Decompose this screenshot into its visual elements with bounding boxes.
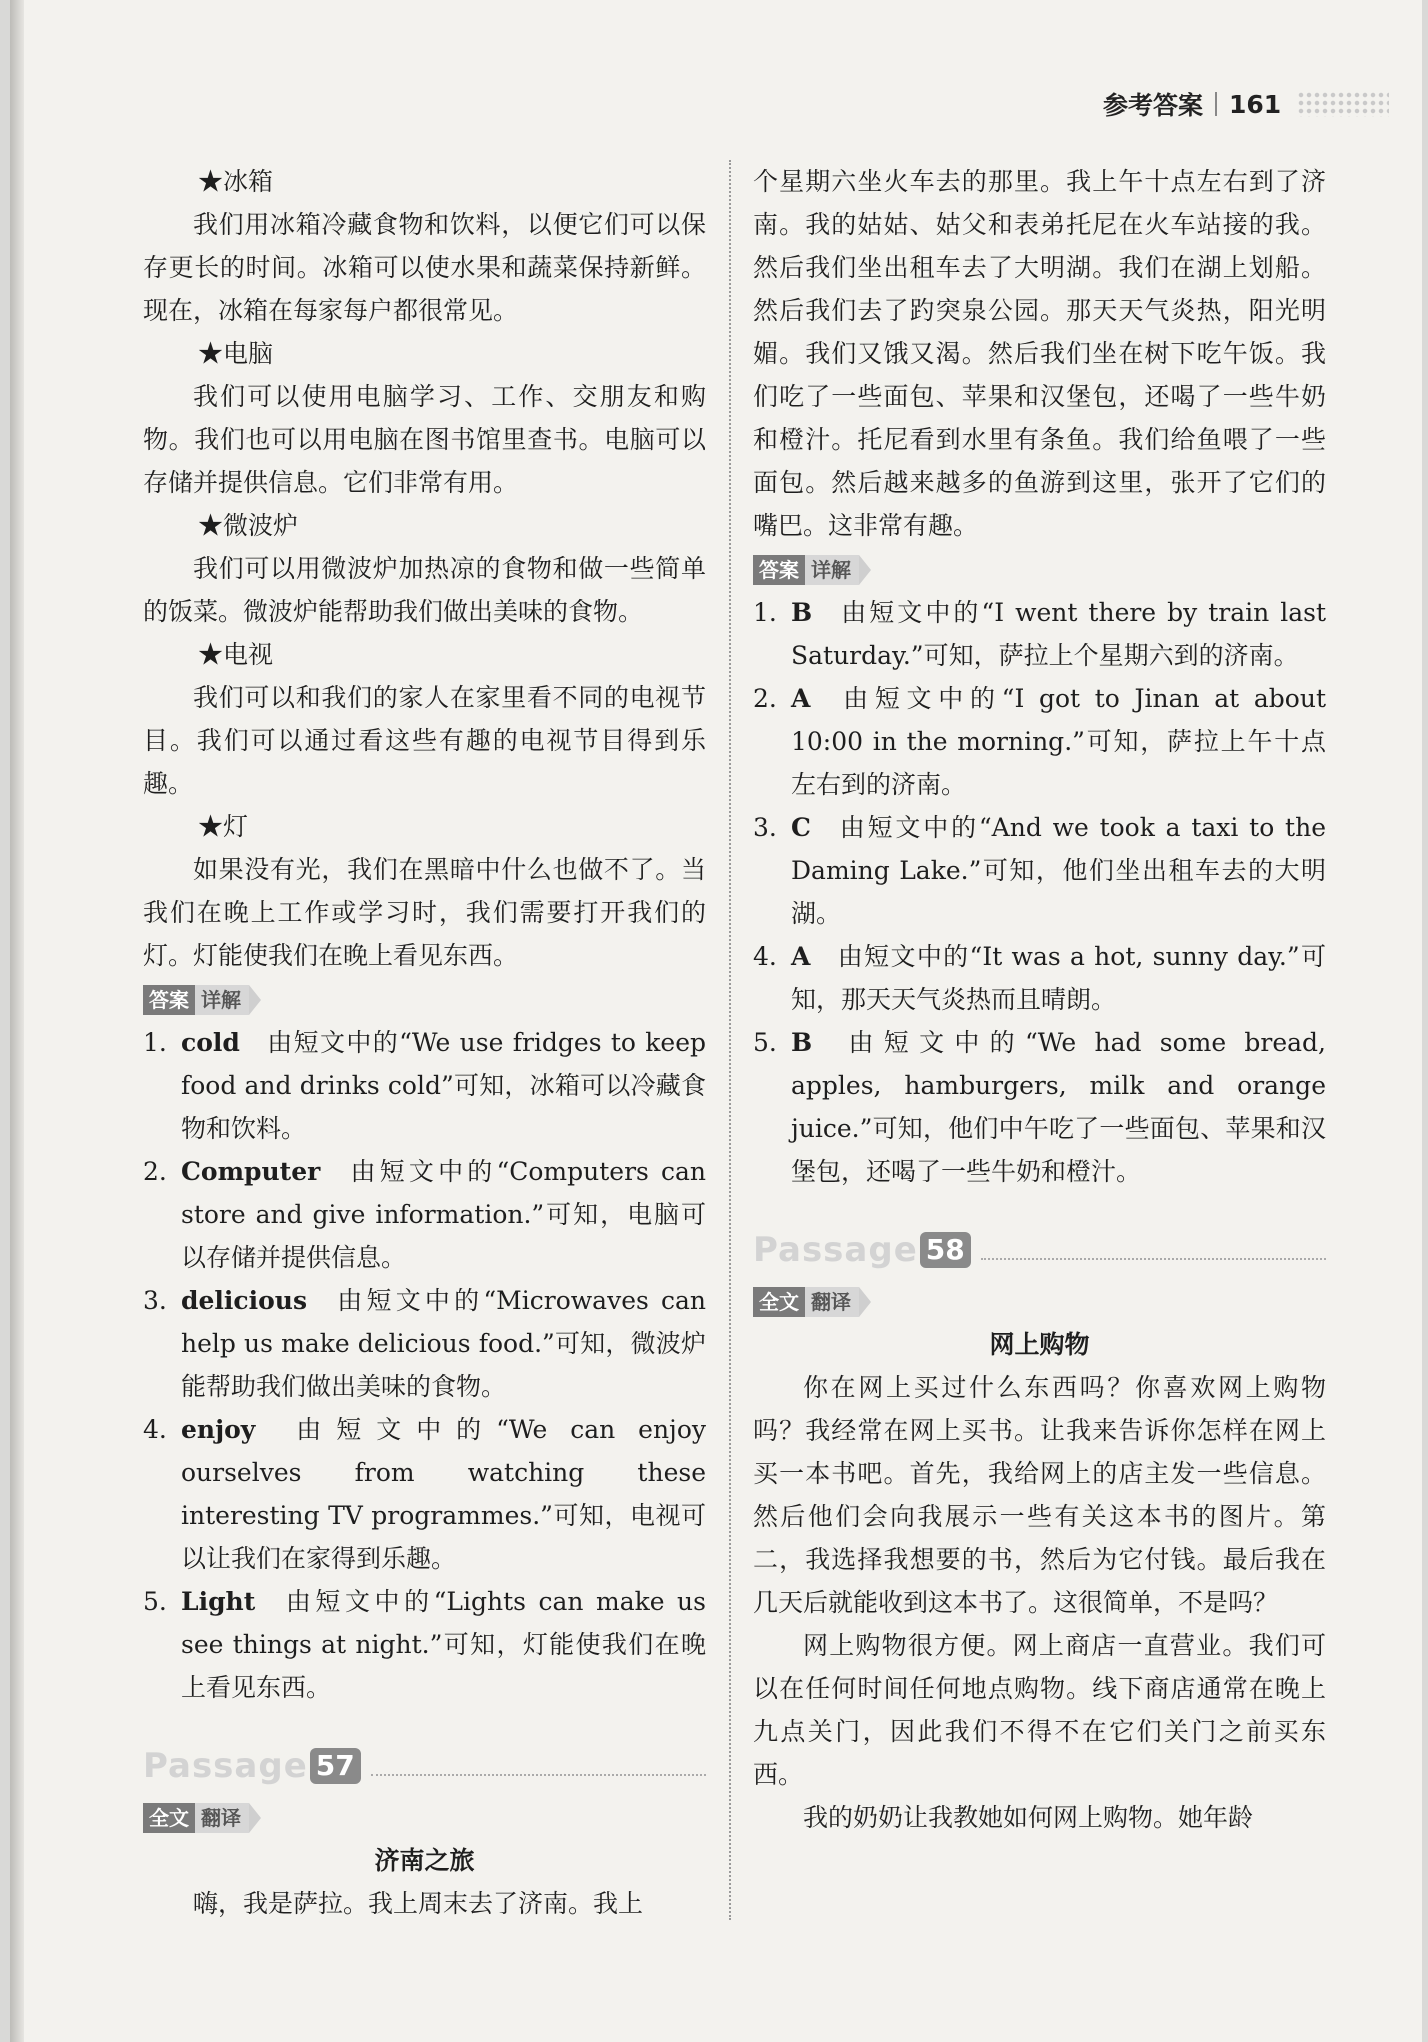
left-column <box>143 160 706 1925</box>
answer-number: 4. <box>143 1415 167 1444</box>
page <box>10 0 1422 2042</box>
tag-full-text: 全文 <box>753 1287 805 1317</box>
answer-key: cold <box>181 1028 240 1057</box>
right-column <box>753 160 1326 1839</box>
tag-full-text: 全文 <box>143 1803 195 1833</box>
answer-number: 1. <box>753 598 777 627</box>
answer-explanation-tag <box>143 985 261 1015</box>
answer-text: 由短文中的“I went there by train last Saturday.”可知，萨拉上个星期六到的济南。 <box>791 598 1326 670</box>
answer-item <box>753 806 1326 935</box>
tag-arrow-icon <box>249 985 261 1015</box>
section-heading: ★冰箱 <box>198 167 274 196</box>
translation-tag <box>753 1287 871 1317</box>
answer-key: C <box>791 813 811 842</box>
answer-key: B <box>791 598 813 627</box>
answer-number: 5. <box>143 1587 167 1616</box>
section-text: 我们用冰箱冷藏食物和饮料，以便它们可以保存更长的时间。冰箱可以使水果和蔬菜保持新鲜。现在，冰箱在每家每户都很常见。 <box>143 210 706 325</box>
answer-text: 由短文中的“We use fridges to keep food and drinks cold”可知，冰箱可以冷藏食物和饮料。 <box>181 1028 706 1143</box>
tag-arrow-icon <box>859 555 871 585</box>
section-heading: ★微波炉 <box>198 511 299 540</box>
answer-text: 由短文中的“Microwaves can help us make delicious food.”可知，微波炉能帮助我们做出美味的食物。 <box>181 1286 706 1401</box>
page-edge <box>10 0 24 2042</box>
answer-number: 4. <box>753 942 777 971</box>
page-header <box>1103 84 1389 124</box>
answer-key: enjoy <box>181 1415 256 1444</box>
passage-number: 58 <box>920 1232 971 1268</box>
answer-number: 1. <box>143 1028 167 1057</box>
story-text: 个星期六坐火车去的那里。我上午十点左右到了济南。我的姑姑、姑父和表弟托尼在火车站接的我。然后我们坐出租车去了大明湖。我们在湖上划船。然后我们去了趵突泉公园。那天天气炎热，阳光明媚。我们又饿又渴。然后我们坐在树下吃午饭。我们吃了一些面包、苹果和汉堡包，还喝了一些牛奶和橙汁。托尼看到水里有条鱼。我们给鱼喂了一些面包。然后越来越多的鱼游到这里，张开了它们的嘴巴。这非常有趣。 <box>753 167 1326 540</box>
translation-title: 网上购物 <box>989 1330 1090 1359</box>
section-text: 我们可以用微波炉加热凉的食物和做一些简单的饭菜。微波炉能帮助我们做出美味的食物。 <box>143 554 706 626</box>
answer-item <box>753 935 1326 1021</box>
answer-key: A <box>791 942 811 971</box>
translation-paragraph: 你在网上买过什么东西吗？你喜欢网上购物吗？我经常在网上买书。让我来告诉你怎样在网上买一本书吧。首先，我给网上的店主发一些信息。然后他们会向我展示一些有关这本书的图片。第二，我选择我想要的书，然后为它付钱。最后我在几天后就能收到这本书了。这很简单，不是吗？ <box>753 1373 1326 1617</box>
tag-explain: 详解 <box>195 985 249 1015</box>
section-text: 如果没有光，我们在黑暗中什么也做不了。当我们在晚上工作或学习时，我们需要打开我们的灯。灯能使我们在晚上看见东西。 <box>143 855 706 970</box>
header-separator <box>1215 92 1217 116</box>
answer-number: 3. <box>143 1286 167 1315</box>
section-heading: ★灯 <box>198 812 249 841</box>
translation-tag <box>143 1803 261 1833</box>
translation-paragraph: 网上购物很方便。网上商店一直营业。我们可以在任何时间任何地点购物。线下商店通常在晚上九点关门，因此我们不得不在它们关门之前买东西。 <box>753 1631 1326 1789</box>
answer-item <box>143 1150 706 1279</box>
passage-label: Passage <box>753 1229 918 1270</box>
tag-explain: 详解 <box>805 555 859 585</box>
answer-number: 2. <box>753 684 777 713</box>
answer-text: 由短文中的“I got to Jinan at about 10:00 in the morning.”可知，萨拉上午十点左右到的济南。 <box>791 684 1326 799</box>
passage-58-header <box>753 1227 1326 1273</box>
section-text: 我们可以和我们的家人在家里看不同的电视节目。我们可以通过看这些有趣的电视节目得到乐趣。 <box>143 683 706 798</box>
column-divider <box>729 160 731 1920</box>
answer-text: 由短文中的“We can enjoy ourselves from watching these interesting TV programmes.”可知，电视可以让我们在家得到乐趣。 <box>181 1415 706 1573</box>
answer-item <box>753 1021 1326 1193</box>
header-label: 参考答案 <box>1103 91 1204 120</box>
answer-item <box>143 1279 706 1408</box>
section-text: 我们可以使用电脑学习、工作、交朋友和购物。我们也可以用电脑在图书馆里查书。电脑可以存储并提供信息。它们非常有用。 <box>143 382 706 497</box>
answer-item <box>143 1580 706 1709</box>
tag-answer: 答案 <box>143 985 195 1015</box>
answer-key: delicious <box>181 1286 308 1315</box>
section-heading: ★电视 <box>198 640 274 669</box>
passage-57-header <box>143 1743 706 1789</box>
passage-rule <box>981 1240 1326 1260</box>
tag-arrow-icon <box>249 1803 261 1833</box>
answer-key: Computer <box>181 1157 321 1186</box>
answer-key: A <box>791 684 811 713</box>
answer-text: 由短文中的“It was a hot, sunny day.”可知，那天天气炎热而且晴朗。 <box>791 942 1326 1014</box>
answer-text: 由短文中的“And we took a taxi to the Daming Lake.”可知，他们坐出租车去的大明湖。 <box>791 813 1326 928</box>
passage-rule <box>371 1756 706 1776</box>
section-heading: ★电脑 <box>198 339 274 368</box>
answer-item <box>753 591 1326 677</box>
answer-number: 3. <box>753 813 777 842</box>
tag-translation: 翻译 <box>195 1803 249 1833</box>
answer-item <box>143 1408 706 1580</box>
tag-answer: 答案 <box>753 555 805 585</box>
tag-arrow-icon <box>859 1287 871 1317</box>
tag-translation: 翻译 <box>805 1287 859 1317</box>
answer-text: 由短文中的“Lights can make us see things at night.”可知，灯能使我们在晚上看见东西。 <box>181 1587 706 1702</box>
answer-text: 由短文中的“We had some bread, apples, hamburgers, milk and orange juice.”可知，他们中午吃了一些面包、苹果和汉堡包，还喝了一些牛奶和橙汁。 <box>791 1028 1326 1186</box>
appliance-section <box>143 504 706 633</box>
page-number: 161 <box>1229 89 1282 119</box>
appliance-section <box>143 633 706 805</box>
answer-number: 5. <box>753 1028 777 1057</box>
answer-item <box>143 1021 706 1150</box>
translation-intro: 嗨，我是萨拉。我上周末去了济南。我上 <box>193 1889 644 1918</box>
translation-title: 济南之旅 <box>374 1846 475 1875</box>
appliance-section <box>143 805 706 977</box>
answer-key: B <box>791 1028 813 1057</box>
answer-number: 2. <box>143 1157 167 1186</box>
header-dot-pattern <box>1297 91 1389 117</box>
appliance-section <box>143 332 706 504</box>
answer-explanation-tag <box>753 555 871 585</box>
appliance-section <box>143 160 706 332</box>
answer-key: Light <box>181 1587 256 1616</box>
passage-label: Passage <box>143 1745 308 1786</box>
answer-item <box>753 677 1326 806</box>
translation-paragraph: 我的奶奶让我教她如何网上购物。她年龄 <box>803 1803 1254 1832</box>
passage-number: 57 <box>310 1748 361 1784</box>
answer-text: 由短文中的“Computers can store and give information.”可知，电脑可以存储并提供信息。 <box>181 1157 706 1272</box>
